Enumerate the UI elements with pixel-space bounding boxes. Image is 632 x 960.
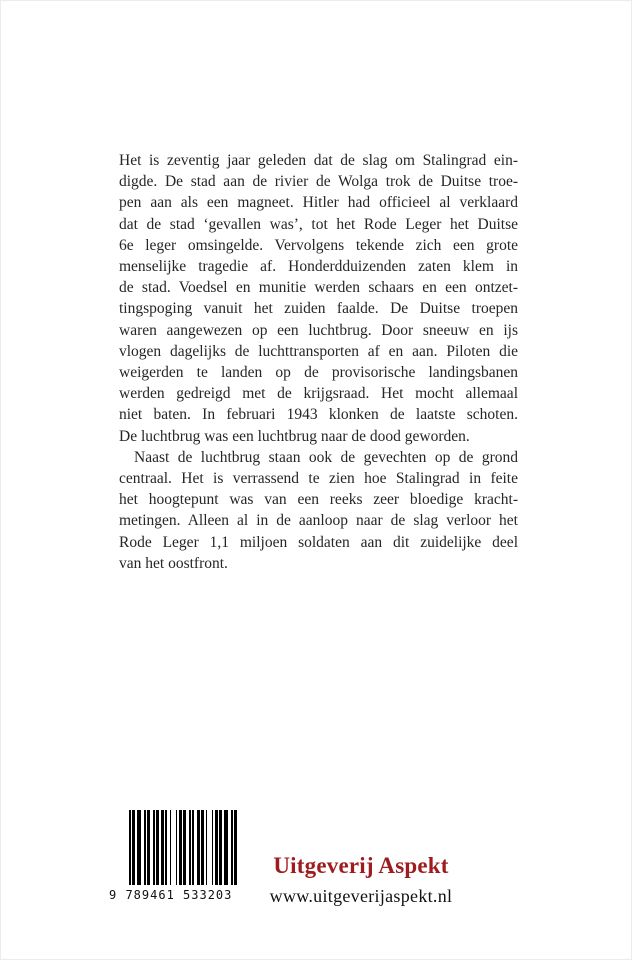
blurb-line: digde. De stad aan de rivier de Wolga trok de Duitse troe- bbox=[119, 173, 518, 191]
blurb-line: werden gedreigd met de krijgsraad. Het mocht allemaal bbox=[119, 385, 518, 403]
blurb-line: pen aan als een magneet. Hitler had officieel al verklaard bbox=[119, 194, 518, 212]
blurb-line: De luchtbrug was een luchtbrug naar de dood geworden. bbox=[119, 427, 470, 445]
blurb-line: Het is zeventig jaar geleden dat de slag om Stalingrad ein- bbox=[119, 152, 518, 169]
barcode bbox=[109, 810, 244, 902]
publisher-block bbox=[241, 852, 481, 906]
publisher-name: Uitgeverij Aspekt bbox=[273, 853, 449, 878]
blurb-line: tingspoging vanuit het zuiden faalde. De Duitse troepen bbox=[119, 300, 518, 318]
blurb-line: 6e leger omsingelde. Vervolgens tekende zich een grote bbox=[119, 236, 518, 254]
blurb-line: Rode Leger 1,1 miljoen soldaten aan dit zuidelijke deel bbox=[119, 533, 518, 551]
publisher-website: www.uitgeverijaspekt.nl bbox=[269, 886, 453, 906]
blurb-line: centraal. Het is verrassend te zien hoe Stalingrad in feite bbox=[119, 470, 518, 488]
back-cover-blurb bbox=[119, 150, 518, 574]
barcode-bars bbox=[129, 810, 244, 885]
blurb-line: het hoogtepunt was van een reeks zeer bloedige kracht- bbox=[119, 491, 518, 509]
blurb-line: Naast de luchtbrug staan ook de gevechten op de grond bbox=[134, 448, 518, 466]
blurb-line: de stad. Voedsel en munitie werden schaars en een ontzet- bbox=[119, 279, 518, 297]
blurb-line: weigerden te landen op de provisorische landingsbanen bbox=[119, 364, 518, 382]
blurb-line: dat de stad ‘gevallen was’, tot het Rode Leger het Duitse bbox=[119, 215, 518, 233]
blurb-line: menselijke tragedie af. Honderdduizenden zaten klem in bbox=[119, 258, 518, 276]
blurb-line: vlogen dagelijks de luchttransporten af en aan. Piloten die bbox=[119, 342, 518, 360]
barcode-number: 9 789461 533203 bbox=[109, 888, 233, 902]
blurb-line: niet baten. In februari 1943 klonken de laatste schoten. bbox=[119, 406, 518, 424]
blurb-line: van het oostfront. bbox=[119, 554, 228, 572]
blurb-line: waren aangewezen op een luchtbrug. Door sneeuw en ijs bbox=[119, 321, 518, 339]
blurb-line: metingen. Alleen al in de aanloop naar de slag verloor het bbox=[119, 512, 518, 530]
